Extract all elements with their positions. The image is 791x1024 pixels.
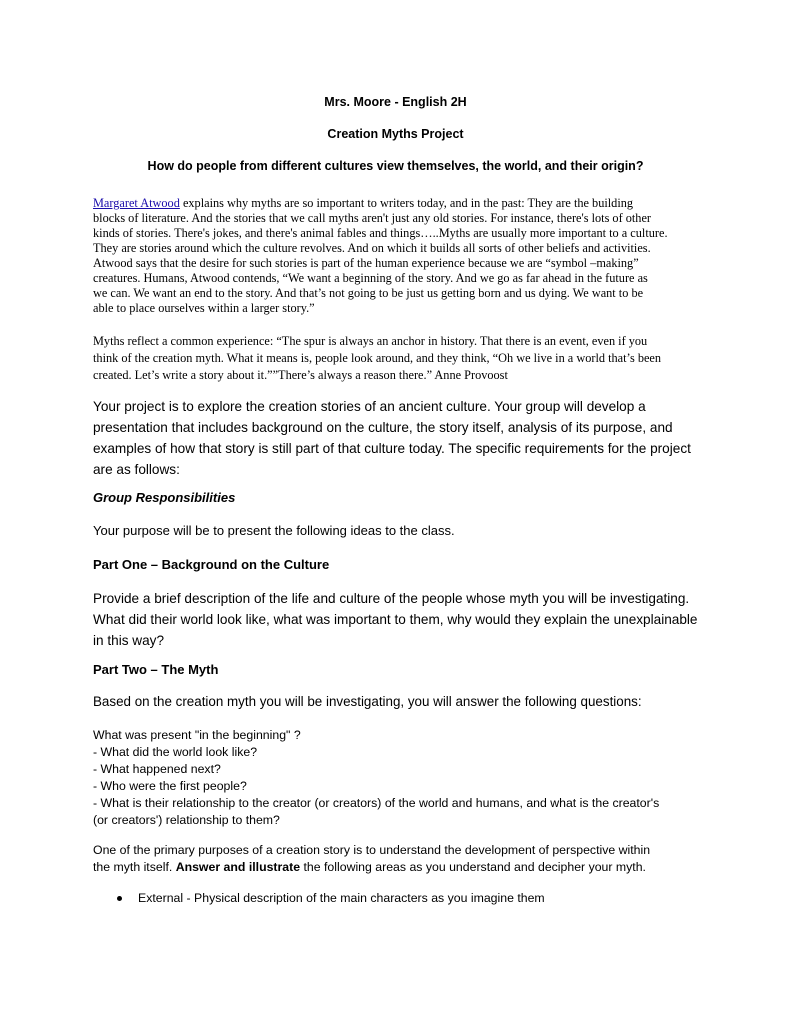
part-one-heading: Part One – Background on the Culture [93, 557, 330, 572]
project-line-1: Your project is to explore the creation stories of an ancient culture. Your group will develop a [93, 399, 646, 414]
atwood-line-4: They are stories around which the culture revolves. And on which it builds all sorts of other beliefs and activities. [93, 241, 651, 255]
purpose-text: Your purpose will be to present the following ideas to the class. [93, 523, 455, 538]
part-two-heading: Part Two – The Myth [93, 662, 219, 677]
question-4: - Who were the first people? [93, 779, 247, 793]
purposes-line-2 [93, 859, 703, 876]
answer-and-illustrate: Answer and illustrate [175, 860, 301, 874]
question-2: - What did the world look like? [93, 745, 258, 759]
atwood-line-1-text: explains why myths are so important to writers today, and in the past: They are the building [182, 196, 634, 210]
question-6: (or creators') relationship to them? [93, 813, 280, 827]
purposes-paragraph [93, 842, 703, 876]
question-1: What was present "in the beginning" ? [93, 728, 301, 742]
provoost-line-2: think of the creation myth. What it means is, people look around, and they think, “Oh we live in a world that’s been [93, 351, 662, 365]
atwood-line-2: blocks of literature. And the stories that we call myths aren't just any old stories. For instance, there's lots of other [93, 211, 652, 225]
provoost-line-3: created. Let’s write a story about it.””There’s always a reason there.” Anne Provoost [93, 368, 508, 382]
question-5: - What is their relationship to the creator (or creators) of the world and humans, and what is the creator's [93, 796, 660, 810]
bullet-item-external [117, 891, 545, 905]
part-one-paragraph [93, 588, 703, 651]
project-line-4: are as follows: [93, 462, 180, 477]
purposes-line-1: One of the primary purposes of a creation story is to understand the development of perspective within [93, 843, 651, 857]
part-one-line-2: What did their world look like, what was important to them, why would they explain the unexplainable [93, 612, 698, 627]
provoost-line-1: Myths reflect a common experience: “The spur is always an anchor in history. That there is an event, even if you [93, 334, 648, 348]
project-line-3: examples of how that story is still part of that culture today. The specific requirements for the project [93, 441, 691, 456]
purposes-line-2-end: the following areas as you understand and decipher your myth. [300, 860, 646, 874]
purposes-line-2-start: the myth itself. [93, 860, 176, 874]
margaret-atwood-link[interactable]: Margaret Atwood [93, 196, 180, 210]
project-paragraph [93, 396, 703, 480]
atwood-line-5: Atwood says that the desire for such stories is part of the human experience because we are “symbol –making” [93, 256, 639, 270]
teacher-heading: Mrs. Moore - English 2H [324, 95, 467, 109]
atwood-line-3: kinds of stories. There's jokes, and there's animal fables and things…..Myths are usually more important to a culture. [93, 226, 668, 240]
atwood-paragraph [93, 196, 703, 316]
essential-question: How do people from different cultures view themselves, the world, and their origin? [147, 159, 644, 173]
part-one-line-3: in this way? [93, 633, 165, 648]
atwood-line-8: able to place ourselves within a larger story.” [93, 301, 315, 315]
part-two-intro: Based on the creation myth you will be investigating, you will answer the following questions: [93, 694, 642, 709]
bullet-text: External - Physical description of the main characters as you imagine them [138, 891, 545, 905]
atwood-line-6: creatures. Humans, Atwood contends, “We want a beginning of the story. And we go as far ahead in the future as [93, 271, 648, 285]
atwood-line-1 [93, 196, 703, 211]
questions-list [93, 727, 703, 829]
atwood-line-7: we can. We want an end to the story. And that’s not going to be just us getting born and us dying. We want to be [93, 286, 644, 300]
bullet-icon [117, 896, 122, 901]
part-one-line-1: Provide a brief description of the life and culture of the people whose myth you will be investigating. [93, 591, 690, 606]
question-3: - What happened next? [93, 762, 221, 776]
group-responsibilities-heading: Group Responsibilities [93, 490, 236, 505]
project-title: Creation Myths Project [327, 127, 464, 141]
project-line-2: presentation that includes background on the culture, the story itself, analysis of its purpose, and [93, 420, 673, 435]
provoost-paragraph [93, 333, 703, 384]
